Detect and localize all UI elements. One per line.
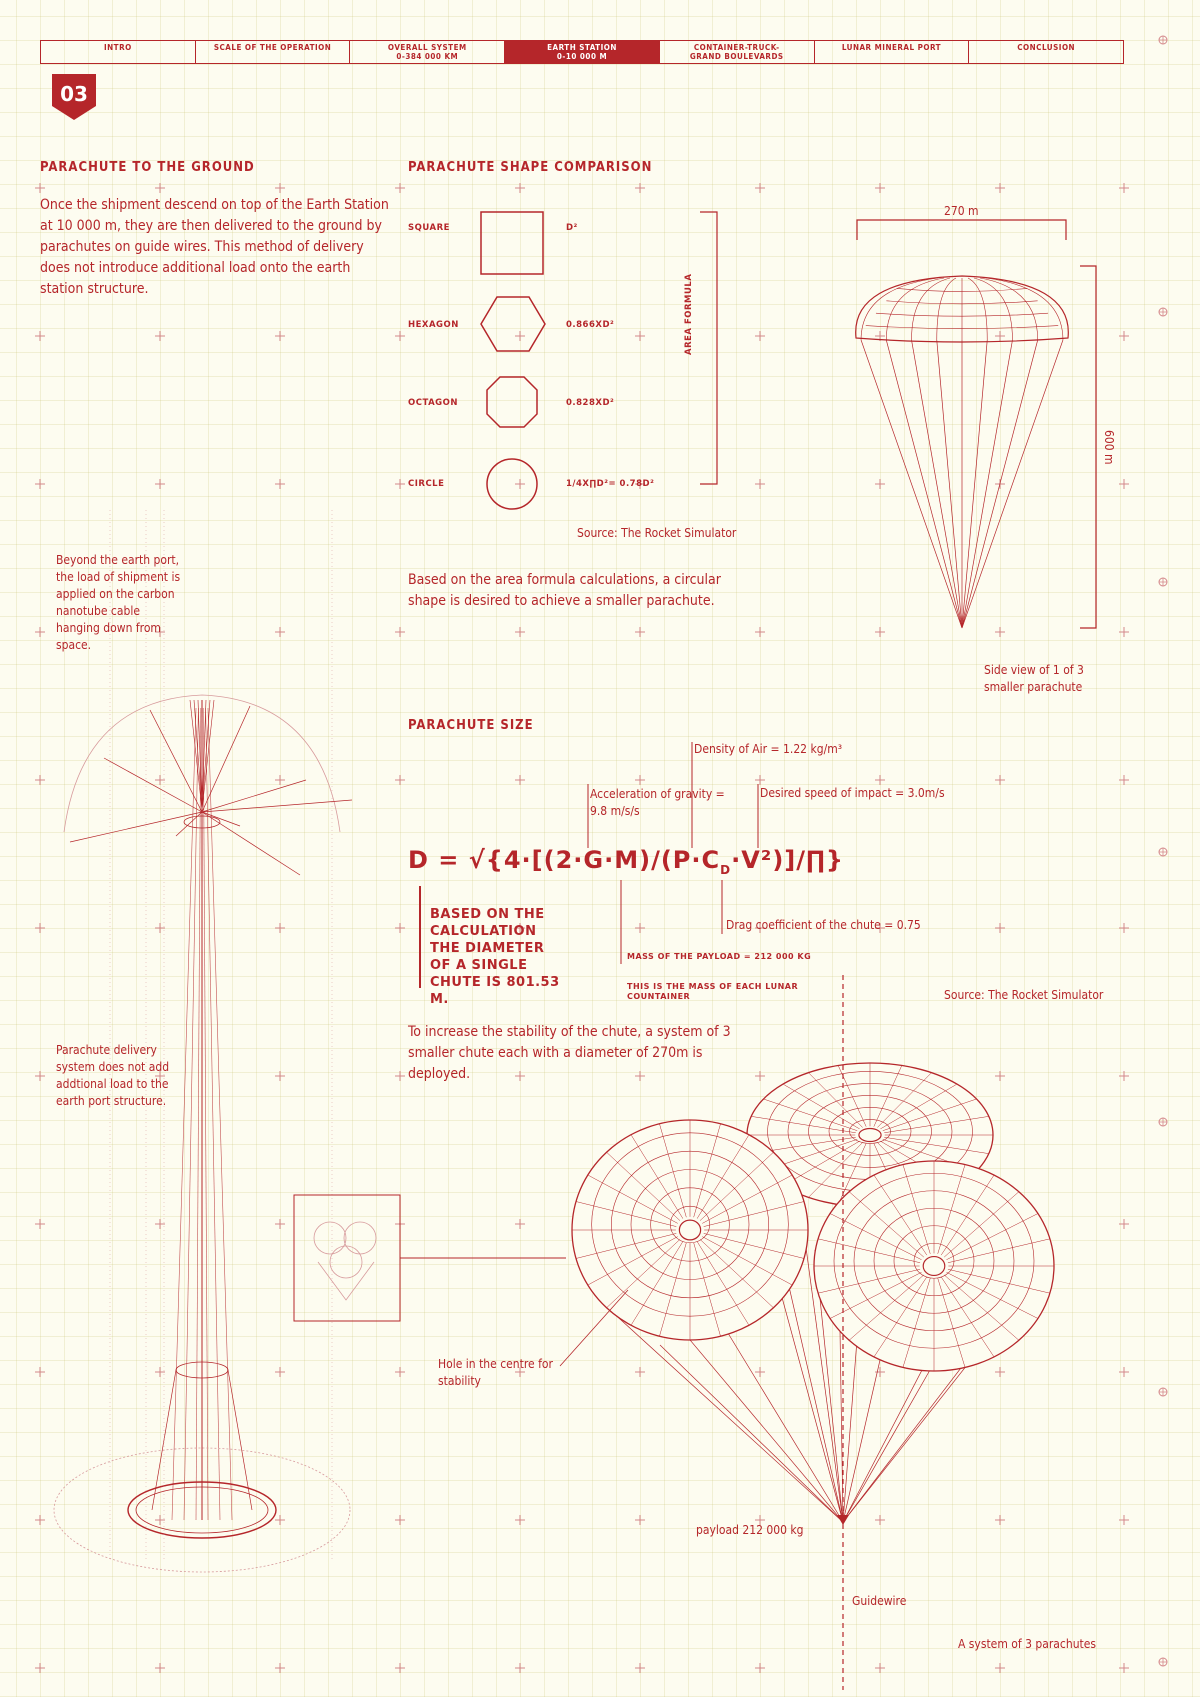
formula-square: D² (566, 223, 578, 233)
tab-scale-of-operation[interactable]: SCALE OF THE OPERATION (196, 41, 351, 63)
side-view-caption: Side view of 1 of 3 smaller parachute (984, 663, 1084, 694)
side-view-height-label: 600 m (1102, 430, 1116, 465)
formula-end: ·V²)]/∏} (731, 846, 844, 874)
drag-coefficient-label: Drag coefficient of the chute = 0.75 (726, 918, 921, 932)
load-note: Beyond the earth port, the load of shipment is applied on the carbon nanotube cable hanging down from space. (56, 553, 181, 652)
shape-label-square: SQUARE (408, 223, 450, 233)
tab-overall-system[interactable]: OVERALL SYSTEM 0-384 000 KM (350, 41, 505, 63)
suspension-line (780, 1290, 843, 1522)
shape-comparison-title: PARACHUTE SHAPE COMPARISON (408, 160, 653, 175)
formula-hexagon: 0.866XD² (566, 320, 615, 330)
hole-leader-line (560, 1290, 628, 1366)
formula-circle: 1/4X∏D²= 0.78D² (566, 479, 655, 489)
intro-title: PARACHUTE TO THE GROUND (40, 160, 255, 175)
tab-earth-station[interactable]: EARTH STATION 0-10 000 M (505, 41, 660, 63)
shape-source: Source: The Rocket Simulator (577, 526, 737, 540)
right-canopy (814, 1161, 1054, 1371)
parachute-size-title: PARACHUTE SIZE (408, 718, 534, 733)
suspension-line (610, 1310, 843, 1522)
guidewire-label: Guidewire (852, 1594, 907, 1608)
cluster-caption: A system of 3 parachutes (958, 1637, 1097, 1651)
left-canopy (572, 1120, 808, 1340)
payload-mass-note: THIS IS THE MASS OF EACH LUNAR COUNTAINER (627, 982, 799, 1001)
suspension-line (843, 1370, 930, 1522)
payload-label: payload 212 000 kg (696, 1523, 804, 1537)
size-source: Source: The Rocket Simulator (944, 988, 1104, 1002)
intro-text: Once the shipment descend on top of the Earth Station at 10 000 m, they are then delivered to the ground by parachutes on guide wires. This method of delivery does not introduce additional load onto the earth station structure. (40, 197, 389, 297)
formula-subscript: D (720, 862, 732, 877)
area-formula-label: AREA FORMULA (684, 273, 694, 355)
formula-octagon: 0.828XD² (566, 398, 615, 408)
tab-container-truck[interactable]: CONTAINER-TRUCK- GRAND BOULEVARDS (660, 41, 815, 63)
delivery-note: Parachute delivery system does not add addtional load to the earth port structure. (56, 1043, 170, 1108)
impact-speed-label: Desired speed of impact = 3.0m/s (760, 786, 945, 800)
hole-label: Hole in the centre for stability (438, 1357, 553, 1388)
air-density-label: Density of Air = 1.22 kg/m³ (694, 742, 843, 756)
tab-lunar-mineral-port[interactable]: LUNAR MINERAL PORT (815, 41, 970, 63)
payload-marker (837, 1515, 849, 1525)
shape-label-octagon: OCTAGON (408, 398, 458, 408)
side-view-width-label: 270 m (944, 204, 979, 218)
shape-conclusion-text: Based on the area formula calculations, a circular shape is desired to achieve a smaller parachute. (408, 572, 721, 609)
diameter-result: BASED ON THE CALCULATION THE DIAMETER OF A SINGLE CHUTE IS 801.53 M. (430, 907, 560, 1007)
shape-label-circle: CIRCLE (408, 479, 445, 489)
section-number: 03 (60, 82, 88, 106)
stability-text: To increase the stability of the chute, a system of 3 smaller chute each with a diameter of 270m is deployed. (408, 1024, 731, 1082)
gravity-label: Acceleration of gravity = 9.8 m/s/s (590, 787, 725, 818)
tab-conclusion[interactable]: CONCLUSION (1017, 43, 1076, 52)
shape-label-hexagon: HEXAGON (408, 320, 459, 330)
payload-mass-label: MASS OF THE PAYLOAD = 212 000 KG (627, 952, 812, 961)
tab-intro[interactable]: INTRO (41, 41, 196, 63)
formula-main: D = √{4·[(2·G·M)/(P·C (408, 846, 721, 874)
